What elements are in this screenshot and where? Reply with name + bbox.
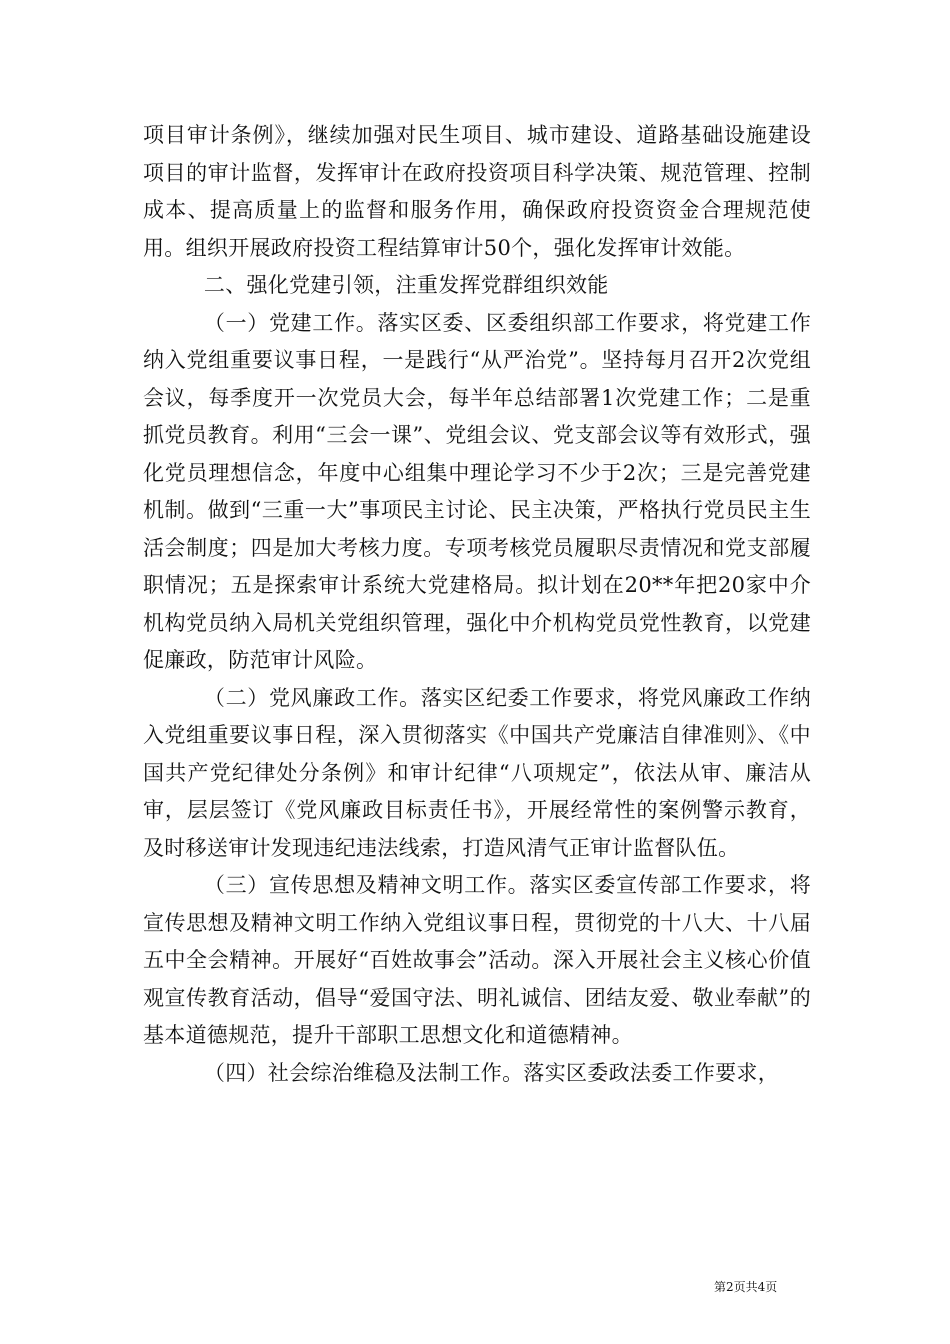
page-number-footer: 第2页共4页: [714, 1280, 778, 1294]
paragraph-social-stability-work: （四）社会综治维稳及法制工作。落实区委政法委工作要求，: [203, 1060, 779, 1085]
paragraph-party-building-work: （一）党建工作。落实区委、区委组织部工作要求，将党建工作纳入党组重要议事日程，一是践行“从严治党”。坚持每月召开2次党组会议，每季度开一次党员大会，每半年总结部署1次党建工作；二是重抓党员教育。利用“三会一课”、党组会议、党支部会议等有效形式，强化党员理想信念，年度中心组集中理论学习不少于2次；三是完善党建机制。做到“三重一大”事项民主讨论、民主决策，严格执行党员民主生活会制度；四是加大考核力度。专项考核党员履职尽责情况和党支部履职情况；五是探索审计系统大党建格局。拟计划在20**年把20家中介机构党员纳入局机关党组织管理，强化中介机构党员党性教育，以党建促廉政，防范审计风险。: [143, 310, 811, 672]
section-heading-party-building: 二、强化党建引领，注重发挥党群组织效能: [203, 273, 609, 297]
paragraph-publicity-civilization-work: （三）宣传思想及精神文明工作。落实区委宣传部工作要求，将宣传思想及精神文明工作纳入党组议事日程，贯彻党的十八大、十八届五中全会精神。开展好“百姓故事会”活动。深入开展社会主义核心价值观宣传教育活动，倡导“爱国守法、明礼诚信、团结友爱、敬业奉献”的基本道德规范，提升干部职工思想文化和道德精神。: [143, 873, 811, 1047]
paragraph-integrity-work: （二）党风廉政工作。落实区纪委工作要求，将党风廉政工作纳入党组重要议事日程，深入贯彻落实《中国共产党廉洁自律准则》、《中国共产党纪律处分条例》和审计纪律“八项规定”，依法从审、廉洁从审，层层签订《党风廉政目标责任书》，开展经常性的案例警示教育，及时移送审计发现违纪违法线索，打造风清气正审计监督队伍。: [143, 685, 811, 860]
document-body: [143, 117, 811, 1092]
paragraph-audit-continuation: 项目审计条例》，继续加强对民生项目、城市建设、道路基础设施建设项目的审计监督，发挥审计在政府投资项目科学决策、规范管理、控制成本、提高质量上的监督和服务作用，确保政府投资资金合理规范使用。组织开展政府投资工程结算审计50个，强化发挥审计效能。: [143, 123, 811, 260]
